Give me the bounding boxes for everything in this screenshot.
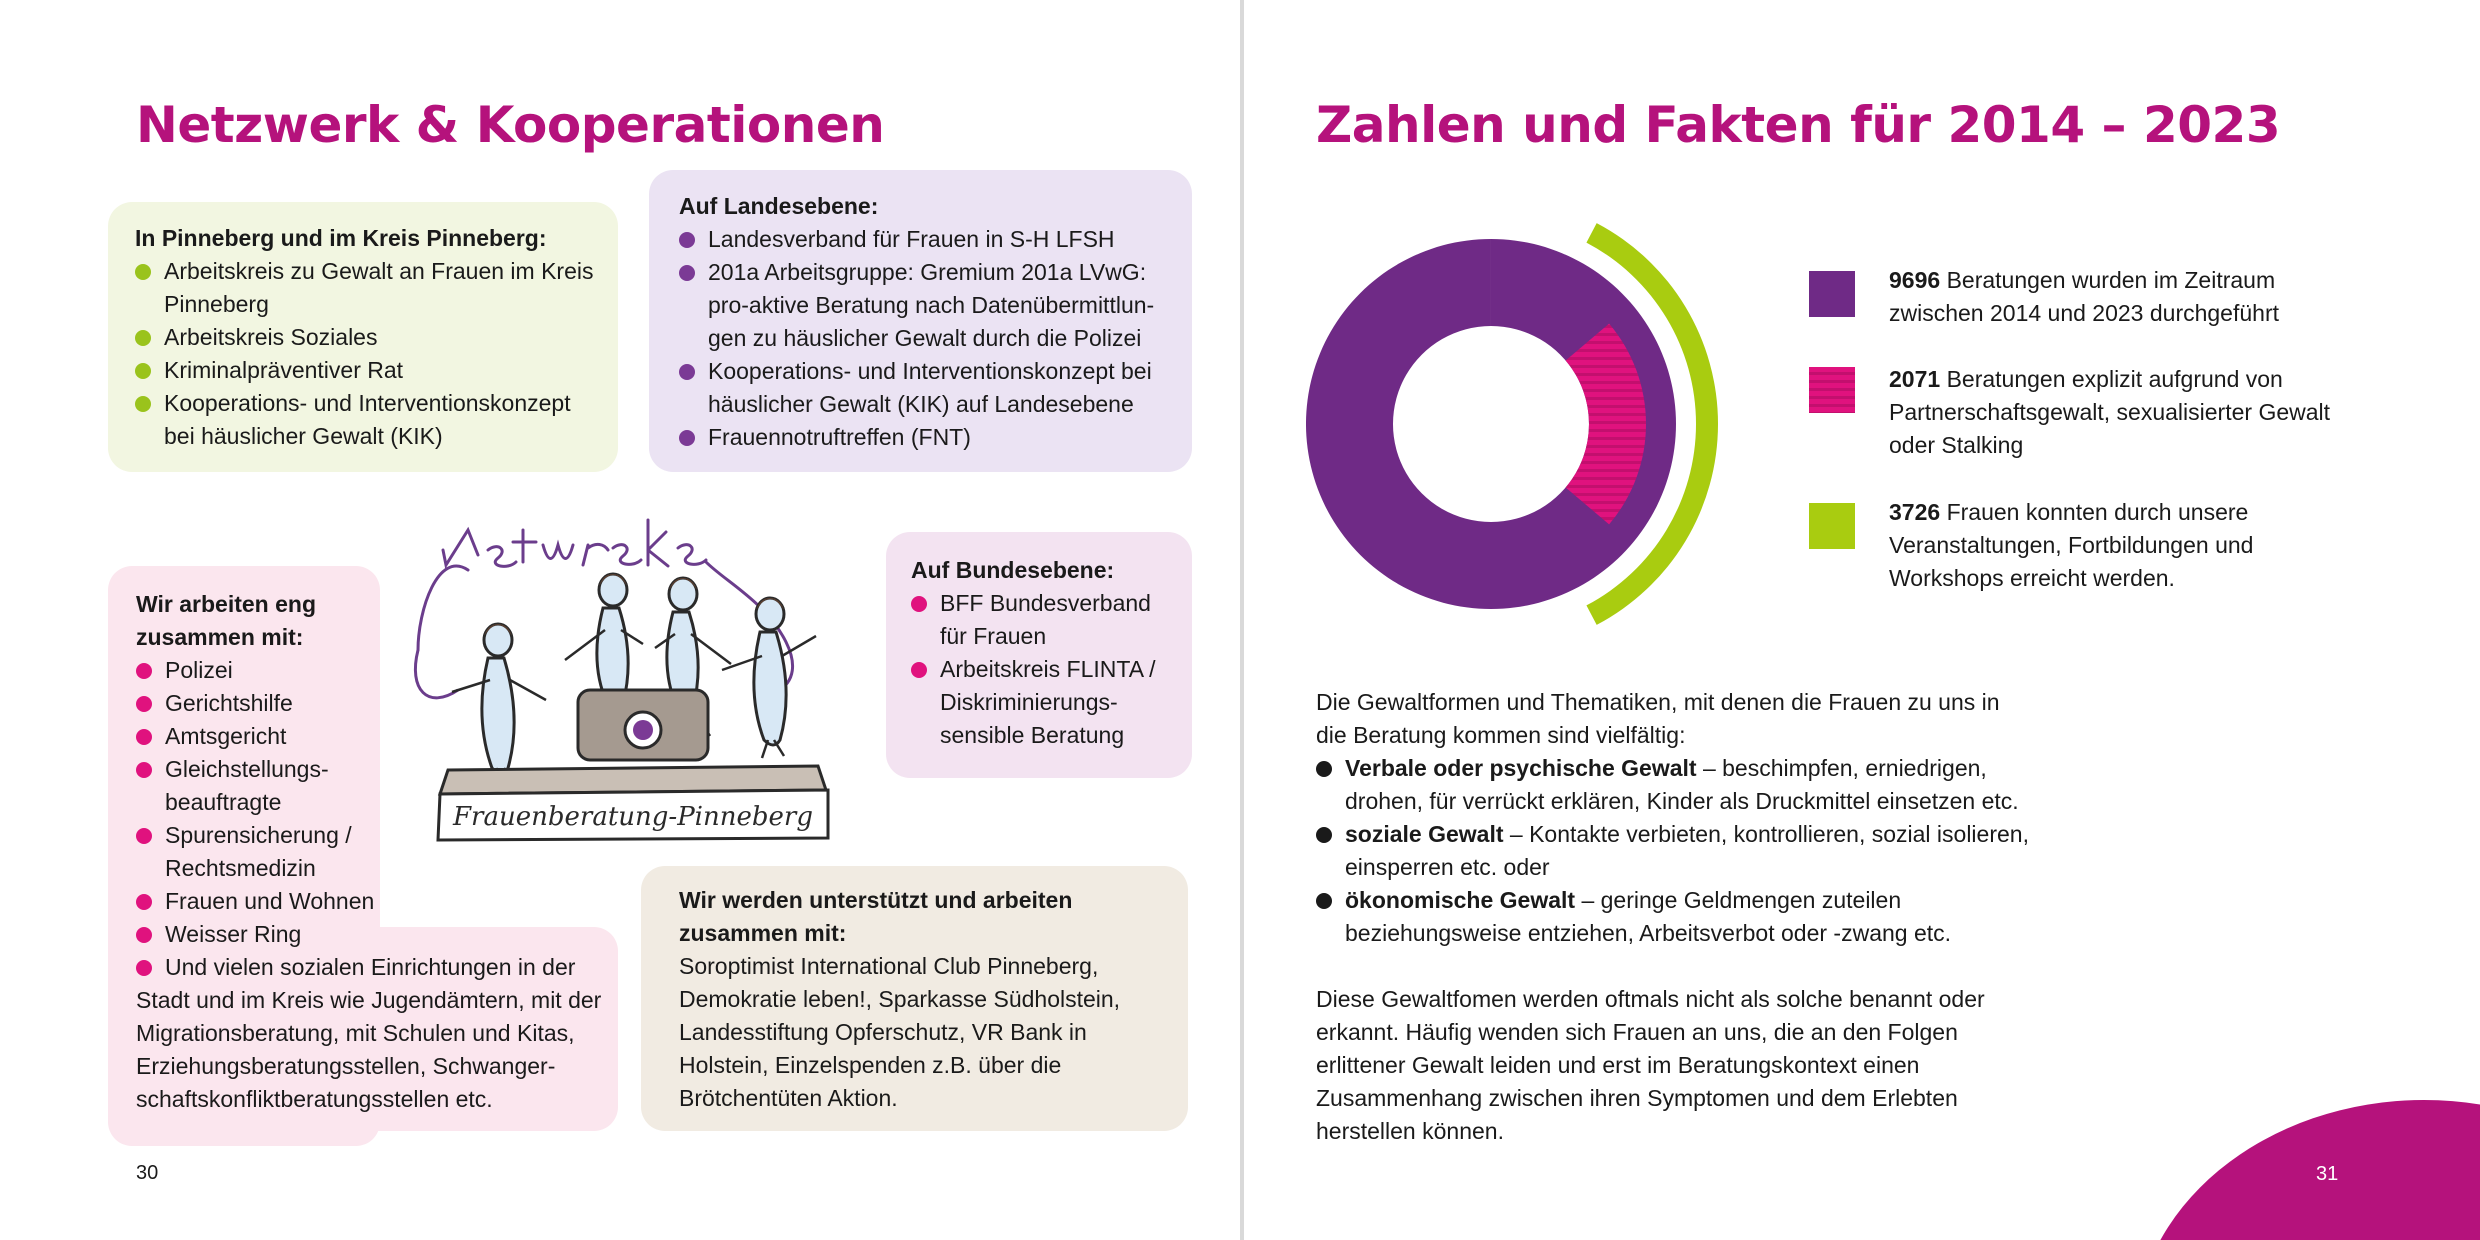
list-item: 201a Arbeitsgruppe: Gremium 201a LVwG: pro-aktive Beratung nach Datenübermittlun-gen zu häuslicher Gewalt durch die Polizei — [679, 256, 1166, 355]
box-text: Soroptimist International Club Pinneberg, Demokratie leben!, Sparkasse Südholstein, Landesstiftung Opferschutz, VR Bank in Holstein, Einzelspenden z.B. über die Brötchentüten Aktion. — [679, 953, 1121, 1111]
form-bold: soziale Gewalt — [1345, 821, 1504, 847]
legend-swatch-9696 — [1809, 271, 1855, 317]
list-item — [1316, 884, 1985, 950]
box-eng-continuation: Stadt und im Kreis wie Jugendämtern, mit der Migrationsberatung, mit Schulen und Kitas, Erziehungsberatungsstellen, Schwanger-schaftskonfliktberatungsstellen etc. — [136, 987, 602, 1112]
list-item: Und vielen sozialen Einrichtungen in der — [136, 951, 606, 984]
box-heading: In Pinneberg und im Kreis Pinneberg: — [135, 225, 547, 251]
box-landesebene — [649, 170, 1192, 472]
list-item — [1316, 818, 2046, 884]
legend-number: 2071 — [1889, 366, 1941, 392]
legend-number: 9696 — [1889, 267, 1941, 293]
legend-item-9696 — [1889, 264, 2329, 330]
drawing-caption-bottom: Frauenberatung-Pinneberg — [453, 802, 813, 832]
list-item: Gerichtshilfe — [136, 687, 376, 720]
page-title-right: Zahlen und Fakten für 2014 – 2023 — [1316, 96, 2281, 154]
form-text: – geringe Geldmengen zuteilen beziehungsweise entziehen, Arbeitsverbot oder -zwang etc. — [1345, 887, 1952, 946]
box-heading: Wir arbeiten eng zusammen mit: — [136, 591, 316, 650]
box-unterstuetzt — [641, 866, 1188, 1131]
body-text — [1316, 686, 2046, 1148]
list-item: Arbeitskreis Soziales — [135, 321, 594, 354]
list-item: BFF Bundesverband für Frauen — [911, 587, 1170, 653]
form-bold: ökonomische Gewalt — [1345, 887, 1576, 913]
page-number-left: 30 — [136, 1162, 159, 1184]
box-bundesebene — [886, 532, 1192, 778]
page-title-left: Netzwerk & Kooperationen — [136, 96, 885, 154]
legend-swatch-3726 — [1809, 503, 1855, 549]
corner-shape — [2124, 1100, 2480, 1240]
legend-number: 3726 — [1889, 499, 1941, 525]
box-pinneberg — [108, 202, 618, 472]
list-item: Frauennotruftreffen (FNT) — [679, 421, 1166, 454]
list-item: Weisser Ring — [136, 918, 376, 951]
list-item: Arbeitskreis zu Gewalt an Frauen im Kreis Pinneberg — [135, 255, 594, 321]
list-item: Kriminalpräventiver Rat — [135, 354, 594, 387]
legend-text: Beratungen explizit aufgrund von Partnerschaftsgewalt, sexualisierter Gewalt oder Stalking — [1889, 366, 2331, 458]
form-text: – beschimpfen, erniedrigen, drohen, für verrückt erklären, Kinder als Druckmittel einsetzen etc. — [1345, 755, 2019, 814]
legend-item-3726 — [1889, 496, 2289, 595]
page-number-right: 31 — [2316, 1163, 2339, 1185]
box-heading: Auf Landesebene: — [679, 193, 879, 219]
list-item: Kooperations- und Interventionskonzept bei häuslicher Gewalt (KIK) auf Landesebene — [679, 355, 1166, 421]
list-item: Landesverband für Frauen in S-H LFSH — [679, 223, 1166, 256]
list-item — [1316, 752, 2046, 818]
list-item: Gleichstellungs-beauftragte — [136, 753, 365, 819]
box-heading: Auf Bundesebene: — [911, 557, 1115, 583]
netzwerke-drawing — [398, 490, 868, 852]
list-item: Spurensicherung / Rechtsmedizin — [136, 819, 365, 885]
form-text: – Kontakte verbieten, kontrollieren, sozial isolieren, einsperren etc. oder — [1345, 821, 2029, 880]
donut-chart — [1306, 200, 1746, 660]
legend-text: Frauen konnten durch unsere Veranstaltungen, Fortbildungen und Workshops erreicht werden. — [1889, 499, 2254, 591]
list-item: Arbeitskreis FLINTA / Diskriminierungs-sensible Beratung — [911, 653, 1170, 752]
closing-paragraph: Diese Gewaltfomen werden oftmals nicht als solche benannt oder erkannt. Häufig wenden sich Frauen an uns, die an den Folgen erlittener Gewalt leiden und erst im Beratungskontext einen Zusammenhang zwischen ihren Symptomen und dem Erlebten herstellen können. — [1316, 986, 1985, 1144]
box-heading: Wir werden unterstützt und arbeiten zusammen mit: — [679, 887, 1073, 946]
netzwerke-illustration-icon — [398, 490, 868, 852]
list-item: Kooperations- und Interventionskonzept bei häuslicher Gewalt (KIK) — [135, 387, 594, 453]
intro-paragraph: Die Gewaltformen und Thematiken, mit denen die Frauen zu uns in die Beratung kommen sind vielfältig: — [1316, 689, 2000, 748]
legend-swatch-2071 — [1809, 367, 1855, 413]
list-item: Amtsgericht — [136, 720, 376, 753]
legend-item-2071 — [1889, 363, 2359, 462]
legend-text: Beratungen wurden im Zeitraum zwischen 2014 und 2023 durchgeführt — [1889, 267, 2280, 326]
right-page — [1244, 0, 2480, 1240]
list-item: Frauen und Wohnen — [136, 885, 376, 918]
form-bold: Verbale oder psychische Gewalt — [1345, 755, 1697, 781]
list-item: Polizei — [136, 654, 376, 687]
